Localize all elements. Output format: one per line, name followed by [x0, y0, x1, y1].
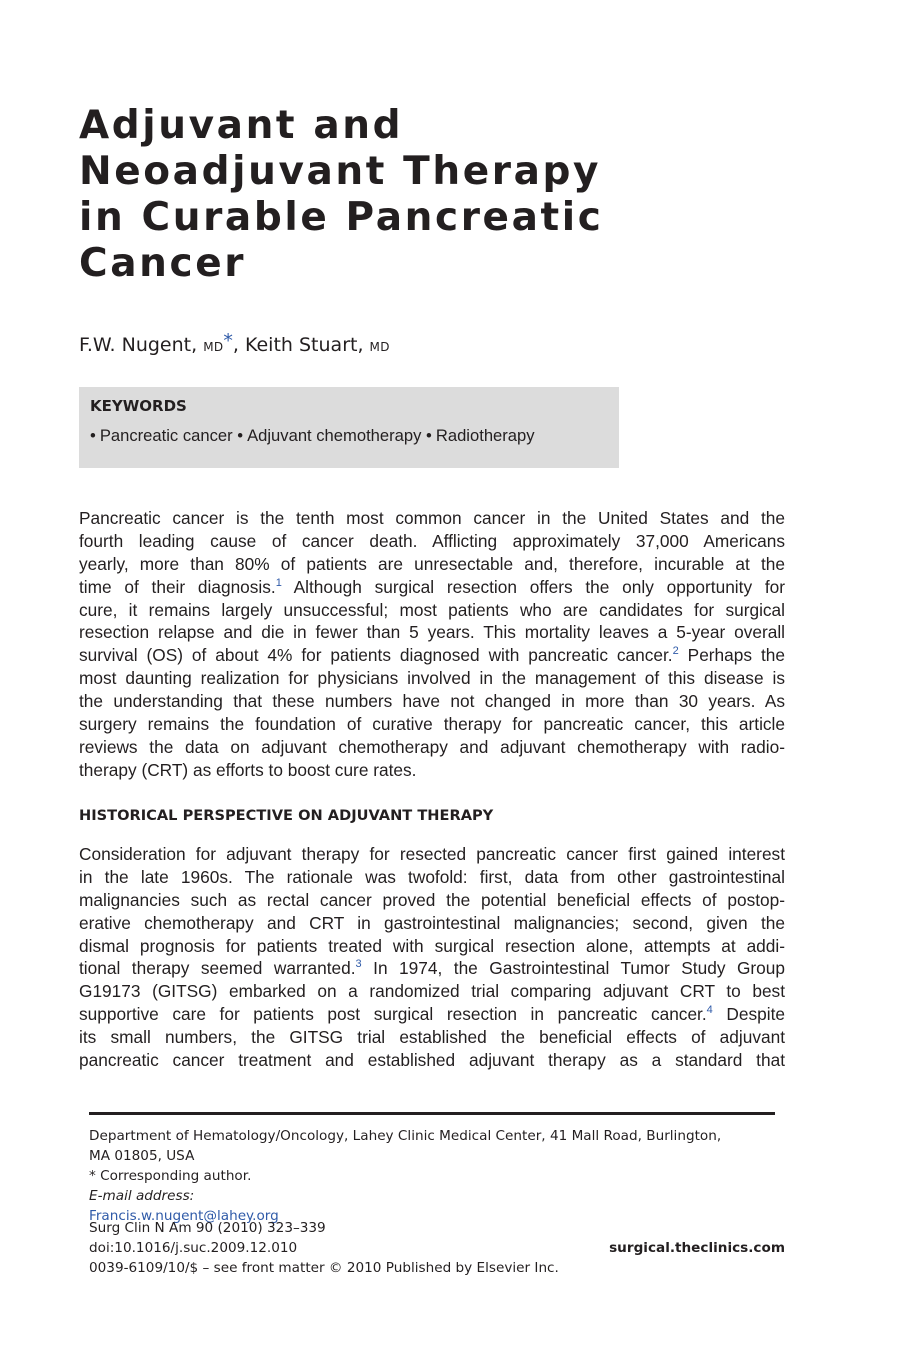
email-label: E-mail address: [89, 1188, 195, 1204]
text-segment: In 1974, the Gastrointestinal Tumor Study Group [361, 958, 785, 979]
text-segment: Although surgical resection offers the only opportunity for [281, 576, 785, 597]
section-heading: HISTORICAL PERSPECTIVE ON ADJUVANT THERAPY [79, 807, 494, 824]
author-degree: MD [369, 340, 390, 354]
title-line: Neoadjuvant Therapy [79, 149, 602, 194]
footnote-divider [89, 1112, 775, 1115]
text-segment: Despite [712, 1004, 785, 1025]
keywords-box [79, 387, 619, 468]
author-separator: , [232, 334, 239, 356]
keywords-list [90, 426, 535, 446]
text-line [79, 1003, 785, 1026]
affiliation-line: Department of Hematology/Oncology, Lahey Clinic Medical Center, 41 Mall Road, Burlington, [89, 1128, 722, 1144]
text-line: its small numbers, the GITSG trial established the beneficial effects of adjuvant [79, 1027, 785, 1048]
text-line: yearly, more than 80% of patients are unresectable and, therefore, incurable at the [79, 553, 785, 574]
corresponding-author-note: * Corresponding author. [89, 1168, 252, 1184]
text-line: malignancies such as rectal cancer proved the potential beneficial effects of postop- [79, 889, 785, 910]
journal-citation: Surg Clin N Am 90 (2010) 323–339 [89, 1220, 326, 1236]
reference-link[interactable]: 3 [355, 958, 362, 971]
text-line: dismal prognosis for patients treated with surgical resection alone, attempts at addi- [79, 935, 785, 956]
text-line: fourth leading cause of cancer death. Afflicting approximately 37,000 Americans [79, 530, 785, 551]
text-segment: time of their diagnosis. [79, 576, 276, 597]
history-paragraph [79, 843, 785, 1072]
text-line: Pancreatic cancer is the tenth most common cancer in the United States and the [79, 508, 785, 528]
bullet-icon: • [90, 426, 96, 445]
text-segment: Perhaps the [678, 645, 785, 666]
text-line [79, 576, 785, 599]
intro-paragraph [79, 507, 785, 782]
author-list [79, 328, 390, 360]
text-line: erative chemotherapy and CRT in gastrointestinal malignancies; second, given the [79, 912, 785, 933]
article-title [79, 103, 699, 287]
text-segment: survival (OS) of about 4% for patients diagnosed with pancreatic cancer. [79, 645, 673, 666]
journal-website-link[interactable]: surgical.theclinics.com [609, 1240, 785, 1256]
text-segment: supportive care for patients post surgical resection in pancreatic cancer. [79, 1004, 707, 1025]
corresponding-author-link[interactable]: * [223, 330, 233, 352]
text-segment: tional therapy seemed warranted. [79, 958, 356, 979]
affiliation-line: MA 01805, USA [89, 1148, 195, 1164]
text-line: cure, it remains largely unsuccessful; most patients who are candidates for surgical [79, 599, 785, 620]
author-name: Keith Stuart, [244, 334, 364, 356]
text-line: reviews the data on adjuvant chemotherapy and adjuvant chemotherapy with radio- [79, 736, 785, 757]
bullet-icon: • [237, 426, 244, 445]
reference-link[interactable]: 4 [706, 1004, 713, 1017]
author-degree: MD [203, 340, 224, 354]
affiliation-footnote [89, 1126, 789, 1226]
doi: doi:10.1016/j.suc.2009.12.010 [89, 1240, 298, 1256]
text-line: the understanding that these numbers have not changed in more than 30 years. As [79, 691, 785, 712]
author-name: F.W. Nugent, [79, 334, 198, 356]
issn-copyright: 0039-6109/10/$ – see front matter © 2010 Published by Elsevier Inc. [89, 1260, 559, 1276]
keyword-item: Adjuvant chemotherapy [247, 426, 422, 445]
text-line: resection relapse and die in fewer than 5 years. This mortality leaves a 5-year overall [79, 622, 785, 643]
text-line: most daunting realization for physicians involved in the management of this disease is [79, 668, 785, 689]
text-line: surgery remains the foundation of curative therapy for pancreatic cancer, this article [79, 714, 785, 735]
text-line: in the late 1960s. The rationale was twofold: first, data from other gastrointestinal [79, 866, 785, 887]
email-link[interactable]: Francis.w.nugent@lahey.org [89, 1208, 279, 1224]
text-line [79, 957, 785, 980]
keyword-item: Radiotherapy [435, 426, 535, 445]
bullet-icon: • [426, 426, 432, 445]
keywords-heading: KEYWORDS [90, 397, 187, 415]
keyword-item: Pancreatic cancer [99, 426, 233, 445]
text-line: Consideration for adjuvant therapy for resected pancreatic cancer first gained interest [79, 844, 785, 864]
text-line: therapy (CRT) as efforts to boost cure rates. [79, 759, 417, 780]
text-line: pancreatic cancer treatment and established adjuvant therapy as a standard that [79, 1050, 785, 1071]
title-line: Adjuvant and [79, 103, 404, 148]
title-line: in Curable Pancreatic [79, 195, 604, 240]
reference-link[interactable]: 2 [672, 645, 679, 658]
title-line: Cancer [79, 241, 247, 286]
text-line [79, 644, 785, 667]
text-line: G19173 (GITSG) embarked on a randomized trial comparing adjuvant CRT to best [79, 981, 785, 1002]
reference-link[interactable]: 1 [275, 576, 282, 589]
